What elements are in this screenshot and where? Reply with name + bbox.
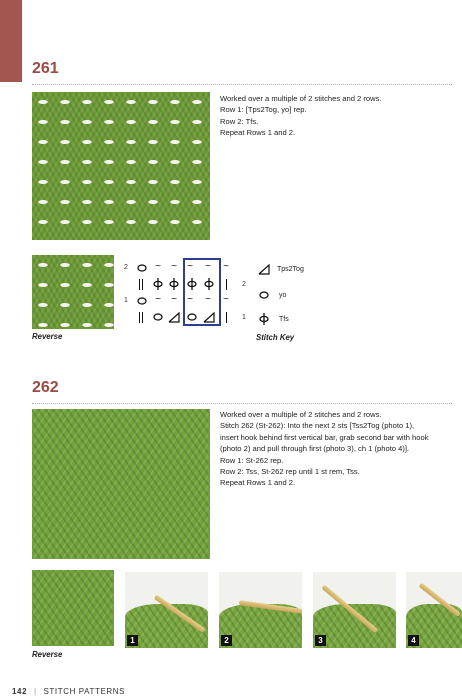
tfs-icon	[168, 278, 180, 290]
tps2tog-icon	[258, 263, 270, 275]
step-number-badge: 2	[221, 635, 232, 646]
stitch-key-title: Stitch Key	[256, 333, 295, 342]
yo-icon	[152, 311, 164, 323]
instruction-line: Row 1: [Tps2Tog, yo] rep.	[220, 105, 307, 115]
reverse-caption-262: Reverse	[32, 650, 63, 659]
stitch-number-261: 261	[32, 60, 59, 77]
tps2tog-icon	[168, 311, 180, 323]
instruction-line: insert hook behind first vertical bar, grab second bar with hook	[220, 432, 429, 442]
step-photo-4	[406, 572, 462, 648]
key-label-tps2tog: Tps2Tog	[277, 266, 304, 273]
tilde-icon: ~	[155, 261, 161, 272]
chart-row-label-left: 2	[124, 264, 128, 271]
bar-icon	[226, 279, 227, 290]
stitch-number-262: 262	[32, 379, 59, 396]
tilde-icon: ~	[187, 261, 193, 272]
tilde-icon: ~	[223, 294, 229, 305]
instruction-line: Stitch 262 (St-262): Into the next 2 sts [Tss2Tog (photo 1),	[220, 421, 415, 431]
instruction-line: Row 1: St-262 rep.	[220, 455, 284, 465]
corner-tab	[0, 0, 22, 82]
instructions-262	[220, 409, 458, 489]
step-photo-1	[125, 572, 208, 648]
step-number-badge: 3	[315, 635, 326, 646]
tilde-icon: ~	[205, 294, 211, 305]
yo-icon	[136, 262, 148, 274]
yo-icon	[258, 289, 270, 301]
step-number-badge: 4	[408, 635, 419, 646]
instruction-line: Row 2: Tss, St-262 rep until 1 st rem, Tss.	[220, 467, 360, 477]
repeat-highlight-box	[183, 258, 221, 326]
bar-icon	[139, 279, 140, 290]
section-rule	[32, 403, 452, 404]
swatch-photo-262	[32, 409, 210, 559]
tilde-icon: ~	[187, 294, 193, 305]
reverse-photo-262	[32, 570, 114, 646]
key-label-yo: yo	[279, 292, 287, 299]
bar-icon	[142, 279, 143, 290]
key-label-tfs: Tfs	[279, 316, 289, 323]
instruction-line: Repeat Rows 1 and 2.	[220, 478, 296, 488]
instruction-line: Row 2: Tfs.	[220, 116, 259, 126]
instruction-line: (photo 2) and pull through first (photo 3), ch 1 (photo 4)].	[220, 444, 410, 454]
chart-row-label-left: 1	[124, 297, 128, 304]
step-number-badge: 1	[127, 635, 138, 646]
tilde-icon: ~	[171, 261, 177, 272]
instructions-261	[220, 93, 456, 139]
tfs-icon	[258, 313, 270, 325]
step-photo-3	[313, 572, 396, 648]
tilde-icon: ~	[205, 261, 211, 272]
tilde-icon: ~	[155, 294, 161, 305]
tilde-icon: ~	[223, 261, 229, 272]
chart-row-label-right: 2	[242, 281, 246, 288]
chart-row-label-right: 1	[242, 314, 246, 321]
bar-icon	[142, 312, 143, 323]
reverse-photo-261	[32, 255, 114, 329]
tilde-icon: ~	[171, 294, 177, 305]
instruction-line: Worked over a multiple of 2 stitches and 2 rows.	[220, 410, 382, 419]
page-number: 142	[12, 687, 28, 696]
yo-icon	[136, 295, 148, 307]
swatch-photo-261	[32, 92, 210, 240]
instruction-line: Repeat Rows 1 and 2.	[220, 128, 296, 138]
section-rule	[32, 84, 452, 85]
reverse-caption-261: Reverse	[32, 332, 63, 341]
stitch-chart-261	[122, 257, 252, 333]
footer-section-title: STITCH PATTERNS	[43, 687, 126, 696]
footer-separator: |	[33, 687, 37, 696]
instruction-line: Worked over a multiple of 2 stitches and 2 rows.	[220, 94, 382, 103]
bar-icon	[139, 312, 140, 323]
tfs-icon	[152, 278, 164, 290]
step-photo-2	[219, 572, 302, 648]
page-footer	[12, 687, 125, 696]
bar-icon	[226, 312, 227, 323]
